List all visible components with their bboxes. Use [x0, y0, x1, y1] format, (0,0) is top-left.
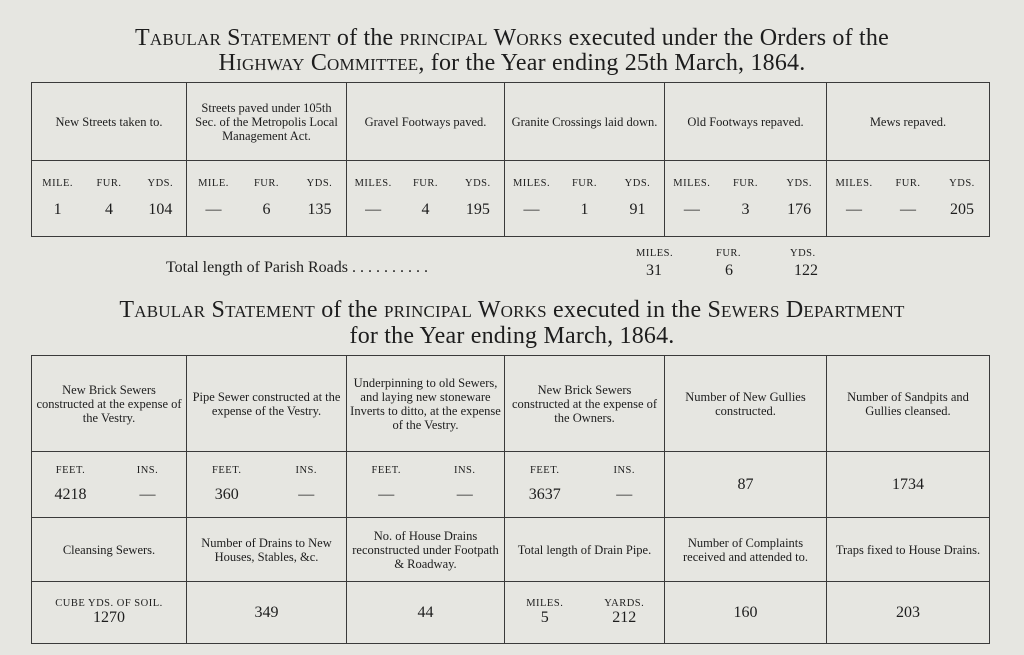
- title-part: of the: [330, 25, 400, 51]
- value: 1: [53, 201, 62, 218]
- highway-cell: [187, 161, 347, 237]
- value: —: [205, 201, 222, 218]
- sewers-cell: [505, 582, 665, 644]
- unit-label: YDS.: [306, 178, 333, 189]
- sewers-values-row-2: [32, 582, 990, 644]
- unit-label: MILES.: [354, 178, 392, 189]
- highway-col-header: Granite Crossings laid down.: [505, 83, 665, 161]
- highway-title-line1: [0, 25, 1024, 52]
- total-unit-yds: YDS.: [790, 248, 816, 259]
- sewers-col-header: Pipe Sewer constructed at the expense of the Vestry.: [187, 356, 347, 452]
- value: —: [683, 201, 700, 218]
- unit-label: INS.: [613, 465, 636, 476]
- value: —: [846, 201, 862, 218]
- sewers-header-row-2: [32, 518, 990, 582]
- sewers-col-header: Number of Sandpits and Gullies cleansed.: [827, 356, 990, 452]
- unit-label: MILE.: [198, 178, 229, 189]
- unit-label: FUR.: [253, 178, 280, 189]
- sewers-col-header: Number of Complaints received and attended to.: [665, 518, 827, 582]
- highway-table: [31, 82, 990, 237]
- unit-label: FEET.: [55, 465, 86, 476]
- sewers-cell: 160: [665, 582, 827, 644]
- highway-col-header: Streets paved under 105th Sec. of the Metropolis Local Management Act.: [187, 83, 347, 161]
- sewers-title-line1: [0, 297, 1024, 324]
- unit-label: YDS.: [465, 178, 491, 189]
- highway-cell: [827, 161, 990, 237]
- sewers-header-row-1: [32, 356, 990, 452]
- total-value-miles: 31: [646, 262, 662, 279]
- sewers-title-line2: for the Year ending March, 1864.: [349, 323, 675, 349]
- sewers-cell: 1734: [827, 452, 990, 518]
- value: —: [900, 201, 916, 218]
- total-value-yds: 122: [794, 262, 818, 279]
- value: 3: [741, 201, 750, 218]
- title-part: Works: [487, 25, 563, 51]
- unit-label: FUR.: [96, 178, 122, 189]
- sewers-col-header: Number of Drains to New Houses, Stables, &c.: [187, 518, 347, 582]
- value: —: [139, 486, 156, 503]
- sewers-cell: 349: [187, 582, 347, 644]
- value: 4218: [54, 486, 87, 503]
- sewers-cell: 44: [347, 582, 505, 644]
- sewers-cell: [187, 452, 347, 518]
- highway-col-header: New Streets taken to.: [32, 83, 187, 161]
- value: 135: [307, 201, 332, 218]
- sewers-col-header: Underpinning to old Sewers, and laying new stoneware Inverts to ditto, at the expense of the Vestry.: [347, 356, 505, 452]
- highway-cell: [505, 161, 665, 237]
- value: 104: [148, 201, 173, 218]
- unit-label: INS.: [136, 465, 159, 476]
- unit-label: INS.: [453, 465, 476, 476]
- value: 1: [580, 201, 589, 218]
- highway-col-header: Old Footways repaved.: [665, 83, 827, 161]
- title-part: Highway Committee: [218, 50, 419, 76]
- value: —: [298, 486, 315, 503]
- value: —: [378, 486, 395, 503]
- highway-cell: [665, 161, 827, 237]
- value: —: [365, 201, 382, 218]
- sewers-cell: 87: [665, 452, 827, 518]
- sewers-table: [31, 355, 990, 644]
- total-parish-roads-label: Total length of Parish Roads . . . . . . . . . .: [166, 259, 428, 276]
- title-part: Sewers Department: [707, 297, 905, 323]
- sewers-col-header: New Brick Sewers constructed at the expense of the Owners.: [505, 356, 665, 452]
- unit-label: FUR.: [732, 178, 759, 189]
- title-part: , for the Year ending 25th March, 1864.: [418, 50, 806, 76]
- sewers-col-header: Total length of Drain Pipe.: [505, 518, 665, 582]
- title-part: principal: [383, 297, 473, 323]
- value: 6: [262, 201, 271, 218]
- unit-label: FEET.: [371, 465, 401, 476]
- highway-cell: [32, 161, 187, 237]
- sewers-cell: [32, 452, 187, 518]
- title-part: principal: [399, 25, 488, 51]
- total-value-fur: 6: [725, 262, 733, 279]
- sewers-values-row-1: [32, 452, 990, 518]
- highway-values-row: [32, 161, 990, 237]
- value: 360: [214, 486, 239, 503]
- unit-label: FUR.: [895, 178, 921, 189]
- value: 4: [421, 201, 430, 218]
- highway-col-header: Gravel Footways paved.: [347, 83, 505, 161]
- highway-title-line2: [0, 50, 1024, 77]
- sewers-col-header: New Brick Sewers constructed at the expense of the Vestry.: [32, 356, 187, 452]
- unit-label: MILES.: [673, 178, 711, 189]
- title-part: Works: [472, 297, 547, 323]
- total-unit-fur: FUR.: [716, 248, 742, 259]
- value: —: [456, 486, 473, 503]
- highway-cell: [347, 161, 505, 237]
- value: —: [523, 201, 540, 218]
- unit-label: YARDS.: [604, 598, 645, 609]
- sewers-col-header: Traps fixed to House Drains.: [827, 518, 990, 582]
- sewers-col-header: Cleansing Sewers.: [32, 518, 187, 582]
- unit-label: YDS.: [624, 178, 651, 189]
- total-unit-miles: MILES.: [636, 248, 674, 259]
- sewers-cell: [505, 452, 665, 518]
- highway-header-row: [32, 83, 990, 161]
- unit-label: FEET.: [212, 465, 242, 476]
- title-part: Tabular Statement: [135, 25, 331, 51]
- unit-label: YDS.: [949, 178, 975, 189]
- value: 205: [950, 201, 974, 218]
- unit-label: MILES.: [512, 178, 551, 189]
- unit-label: MILES.: [526, 598, 564, 609]
- title-part: executed in the: [546, 297, 708, 323]
- sewers-cell: [32, 582, 187, 644]
- highway-col-header: Mews repaved.: [827, 83, 990, 161]
- sewers-cell: [347, 452, 505, 518]
- unit-label: YDS.: [786, 178, 812, 189]
- value: 212: [612, 609, 637, 626]
- value: 1270: [93, 609, 125, 626]
- value: —: [616, 486, 633, 503]
- value: 4: [104, 201, 113, 218]
- title-part: executed under the Orders of the: [562, 25, 889, 51]
- unit-label: YDS.: [147, 178, 174, 189]
- title-part: of the: [315, 297, 384, 323]
- title-part: Tabular Statement: [119, 297, 316, 323]
- unit-label: FEET.: [530, 465, 560, 476]
- value: 176: [787, 201, 812, 218]
- sewers-col-header: Number of New Gullies constructed.: [665, 356, 827, 452]
- unit-label: MILES.: [835, 178, 873, 189]
- value: 5: [540, 609, 549, 626]
- unit-label: CUBE YDS. OF SOIL.: [55, 598, 163, 609]
- unit-label: MILE.: [42, 178, 74, 189]
- sewers-cell: 203: [827, 582, 990, 644]
- sewers-col-header: No. of House Drains reconstructed under Footpath & Roadway.: [347, 518, 505, 582]
- unit-label: FUR.: [571, 178, 598, 189]
- value: 91: [629, 201, 646, 218]
- unit-label: FUR.: [412, 178, 439, 189]
- value: 195: [465, 201, 490, 218]
- unit-label: INS.: [295, 465, 318, 476]
- value: 3637: [528, 486, 561, 503]
